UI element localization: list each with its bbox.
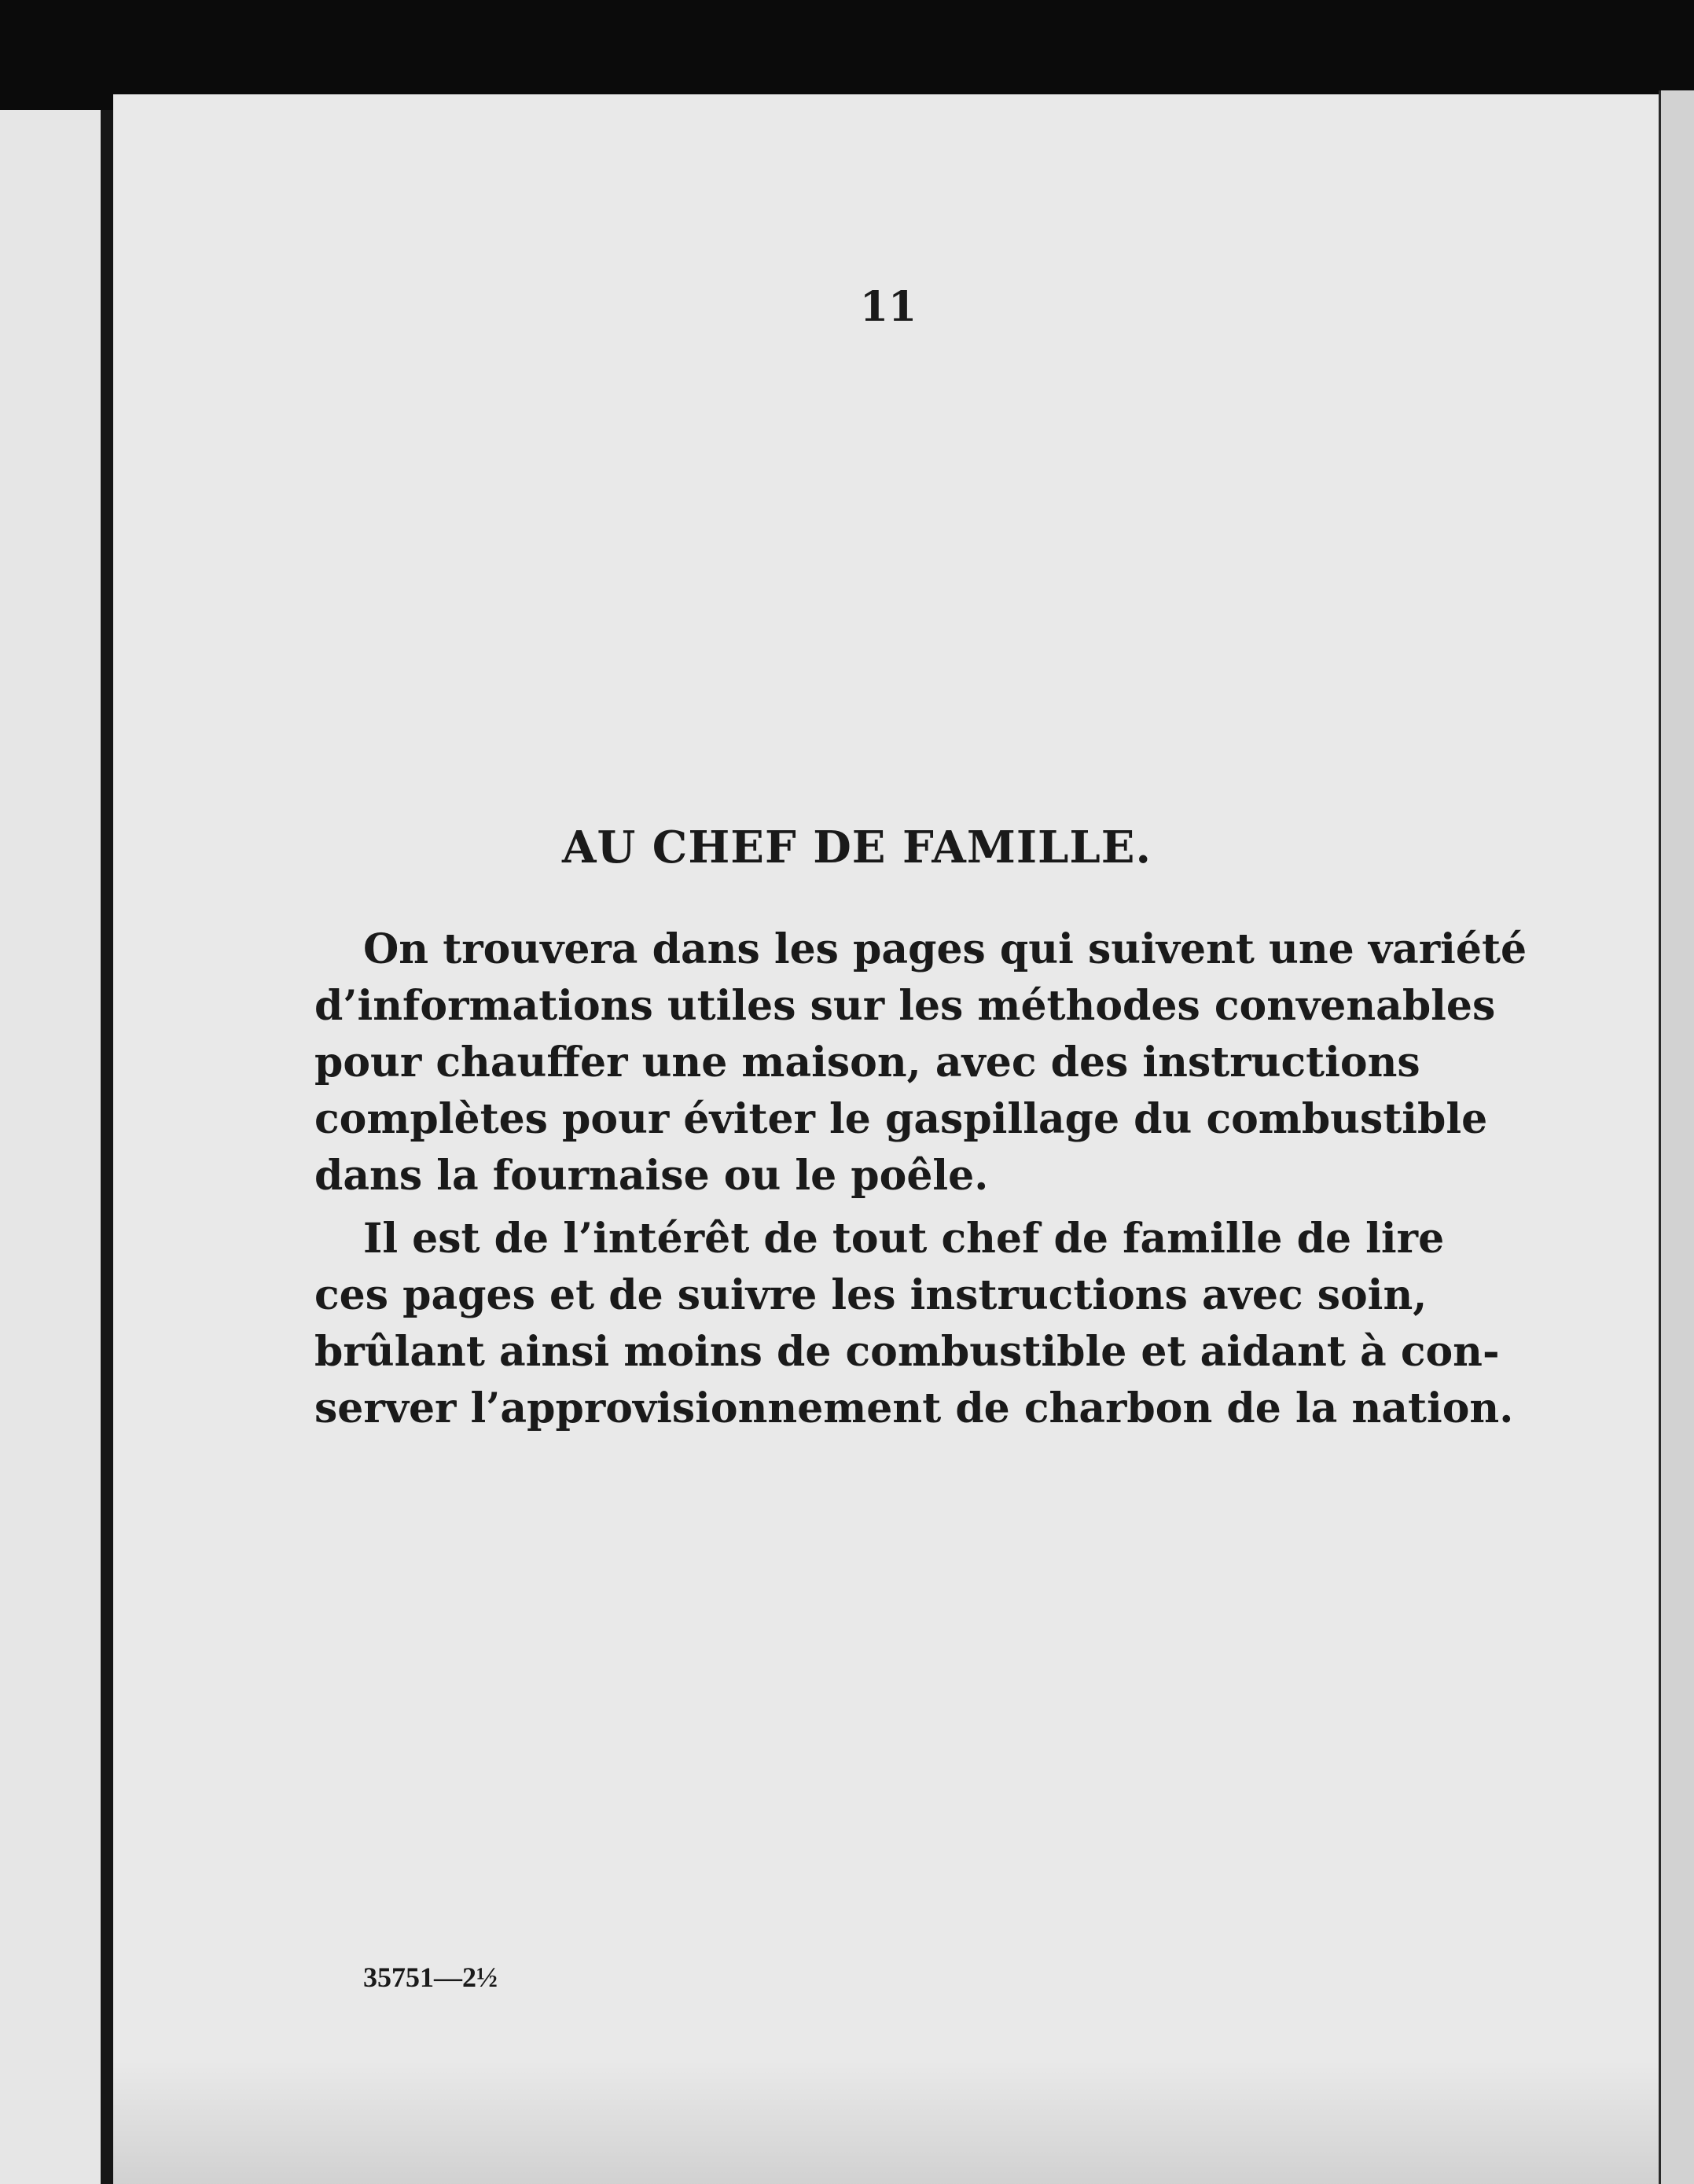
paragraph-line: Il est de l’intérêt de tout chef de famille de lire bbox=[363, 1215, 1445, 1263]
paragraph-line: dans la fournaise ou le poêle. bbox=[314, 1152, 989, 1200]
paragraph-line: server l’approvisionnement de charbon de la nation. bbox=[314, 1384, 1514, 1432]
page-bottom-shadow bbox=[113, 2060, 1659, 2184]
paragraph-line: On trouvera dans les pages qui suivent une variété bbox=[363, 925, 1527, 973]
paragraph-2 bbox=[314, 1211, 1514, 1437]
book-gutter bbox=[101, 110, 113, 2184]
paragraph-line: pour chauffer une maison, avec des instructions bbox=[314, 1039, 1420, 1086]
facing-page-edge bbox=[0, 110, 106, 2184]
paragraph-line: d’informations utiles sur les méthodes convenables bbox=[314, 982, 1496, 1030]
page-right-edge bbox=[1659, 90, 1694, 2184]
printer-code: 35751—2½ bbox=[363, 1962, 498, 1993]
paragraph-1 bbox=[314, 921, 1527, 1204]
paragraph-line: brûlant ainsi moins de combustible et aidant à con- bbox=[314, 1328, 1500, 1376]
section-heading: AU CHEF DE FAMILLE. bbox=[562, 822, 1152, 873]
paragraph-line: complètes pour éviter le gaspillage du combustible bbox=[314, 1095, 1488, 1143]
page-number: 11 bbox=[859, 283, 917, 331]
paragraph-line: ces pages et de suivre les instructions avec soin, bbox=[314, 1271, 1428, 1319]
